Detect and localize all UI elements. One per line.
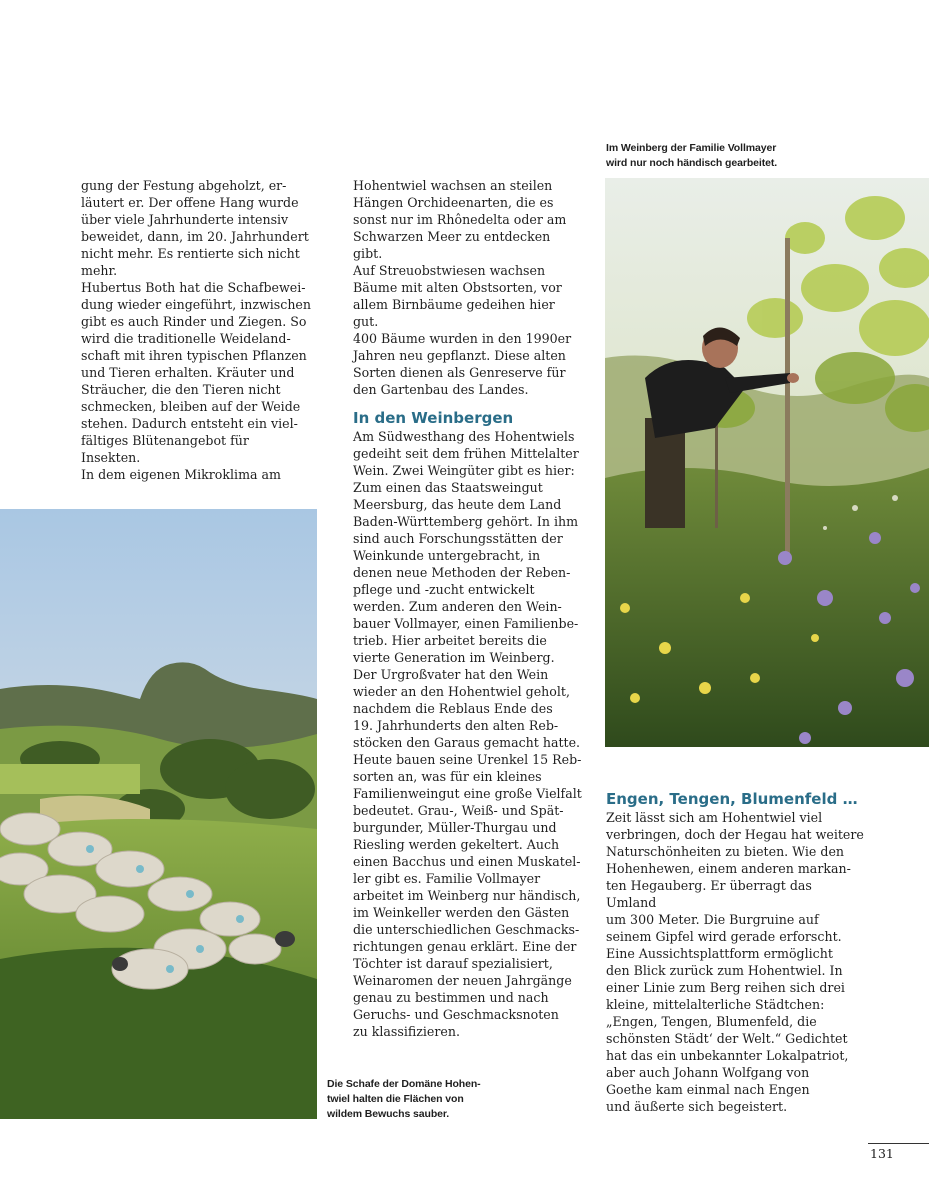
column-2-intro: Hohentwiel wachsen an steilen Hängen Orchideenarten, die es sonst nur im Rhônedelta oder am Schwarzen Meer zu entdecken gibt. Auf Streuobstwiesen wachsen Bäume mit alten Obstsorten, vor allem Birnbäume gedeihen hier gut. 400 Bäume wurden in den 1990er Jahren neu gepflanzt. Diese alten Sorten dienen als Genreserve für den Gartenbau des Landes.: [353, 178, 572, 397]
sheep-photo-caption: Die Schafe der Domäne Hohen- twiel halten die Flächen von wildem Bewuchs sauber.: [327, 1078, 481, 1120]
section-heading-engen: Engen, Tengen, Blumenfeld …: [606, 790, 858, 808]
column-2: [353, 177, 583, 1040]
vineyard-photo: [605, 178, 929, 747]
column-3-body: Zeit lässt sich am Hohentwiel viel verbringen, doch der Hegau hat weitere Naturschönheiten zu bieten. Wie den Hohenhewen, einem anderen markan- ten Hegauberg. Er überragt das Umland um 300 Meter. Die Burgruine auf seinem Gipfel wird gerade erforscht. Eine Aussichtsplattform ermöglicht den Blick zurück zum Hohentwiel. In einer Linie zum Berg reihen sich drei kleine, mittelalterliche Städtchen: „Engen, Tengen, Blumenfeld, die schönsten Städt‘ der Welt.“ Gedichtet hat das ein unbekannter Lokalpatriot, aber auch Johann Wolfgang von Goethe kam einmal nach Engen und äußerte sich begeistert.: [606, 810, 864, 1114]
column-3: [606, 789, 866, 1115]
vineyard-photo-graphic: [605, 178, 929, 747]
sheep-landscape-graphic: [0, 509, 317, 1119]
column-2-body: Am Südwesthang des Hohentwiels gedeiht seit dem frühen Mittelalter Wein. Zwei Weingüter gibt es hier: Zum einen das Staatsweingut Meersburg, das heute dem Land Baden-Württemberg gehört. In ihm sind auch Forschungsstätten der Weinkunde untergebracht, in denen neue Methoden der Reben- pflege und -zucht entwickelt werden. Zum anderen den Wein- bauer Vollmayer, einen Familienbe- trieb. Hier arbeitet bereits die vierte Generation im Weinberg. Der Urgroßvater hat den Wein wieder an den Hohentwiel geholt, nachdem die Reblaus Ende des 19. Jahrhunderts den alten Reb- stöcken den Garaus gemacht hatte. Heute bauen seine Urenkel 15 Reb- sorten an, was für ein kleines Familienweingut eine große Vielfalt bedeutet. Grau-, Weiß- und Spät- burgunder, Müller-Thurgau und Riesling werden gekeltert. Auch einen Bacchus und einen Muskatel- ler gibt es. Familie Vollmayer arbeitet im Weinberg nur händisch, im Weinkeller werden den Gästen die unterschiedlichen Geschmacks- richtungen genau erklärt. Eine der Töchter ist darauf spezialisiert, Weinaromen der neuen Jahrgänge genau zu bestimmen und nach Geruchs- und Geschmacksnoten zu klassifizieren.: [353, 429, 582, 1039]
page-number: 131: [868, 1143, 929, 1161]
sheep-landscape-photo: [0, 509, 317, 1119]
column-1-text: gung der Festung abgeholzt, er- läutert er. Der offene Hang wurde über viele Jahrhunderte intensiv beweidet, dann, im 20. Jahrhundert nicht mehr. Es rentierte sich nicht mehr. Hubertus Both hat die Schafbewei- dung wieder eingeführt, inzwischen gibt es auch Rinder und Ziegen. So wird die traditionelle Weideland- schaft mit ihren typischen Pflanzen und Tieren erhalten. Kräuter und Sträucher, die den Tieren nicht schmecken, bleiben auf der Weide stehen. Dadurch entsteht ein viel- fältiges Blütenangebot für Insekten. In dem eigenen Mikroklima am: [81, 178, 311, 482]
column-1: [81, 177, 311, 483]
vineyard-photo-caption: Im Weinberg der Familie Vollmayer wird nur noch händisch gearbeitet.: [606, 142, 778, 169]
section-heading-weinbergen: In den Weinbergen: [353, 409, 514, 427]
